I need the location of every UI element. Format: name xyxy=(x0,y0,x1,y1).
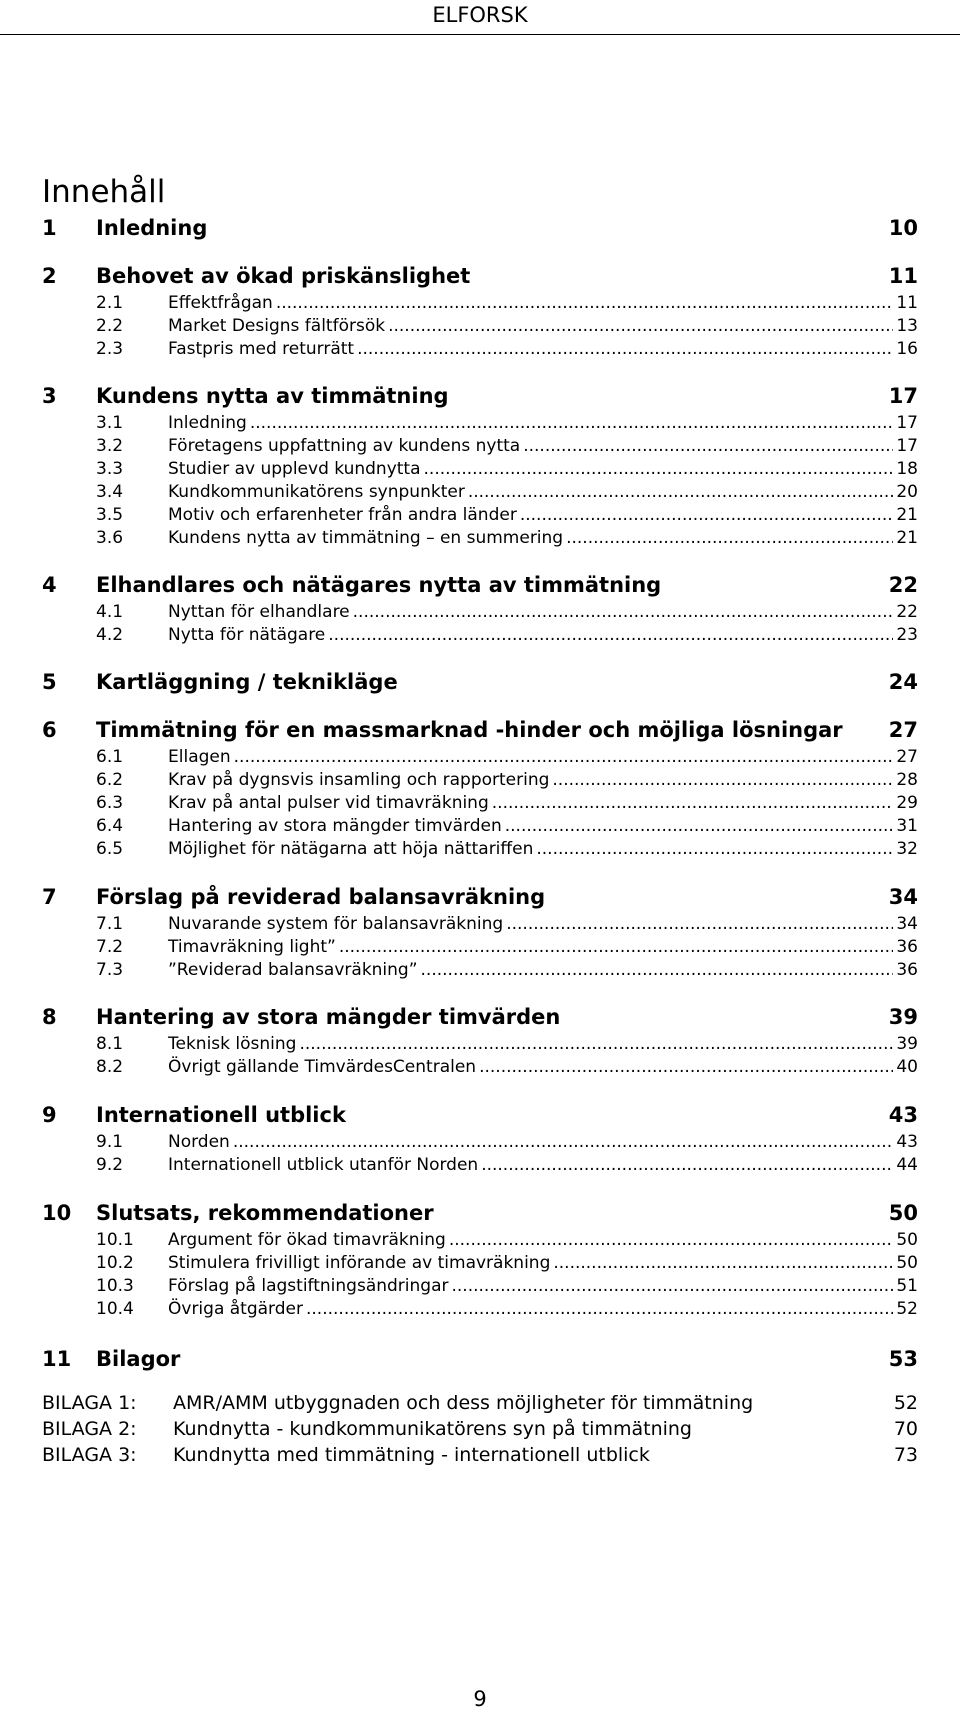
toc-section-6-1[interactable] xyxy=(96,747,918,769)
section-page: 23 xyxy=(896,625,918,645)
toc-chapter-7[interactable] xyxy=(0,885,960,913)
toc-section-3-3[interactable] xyxy=(96,459,918,481)
section-title: Företagens uppfattning av kundens nytta xyxy=(168,436,521,456)
chapter-number: 5 xyxy=(42,670,57,694)
chapter-number: 2 xyxy=(42,264,57,288)
section-page: 21 xyxy=(896,505,918,525)
chapter-page: 10 xyxy=(888,216,918,240)
section-number: 2.3 xyxy=(96,339,124,359)
appendix-page: 73 xyxy=(893,1444,918,1466)
dot-leader xyxy=(250,413,894,433)
dot-leader xyxy=(233,1132,894,1152)
section-page: 36 xyxy=(896,960,918,980)
toc-chapter-4[interactable] xyxy=(0,573,960,601)
section-title: Studier av upplevd kundnytta xyxy=(168,459,421,479)
section-title: Förslag på lagstiftningsändringar xyxy=(168,1276,449,1296)
section-number: 4.2 xyxy=(96,625,124,645)
toc-section-3-5[interactable] xyxy=(96,505,918,527)
section-number: 9.1 xyxy=(96,1132,124,1152)
dot-leader xyxy=(506,914,893,934)
section-page: 18 xyxy=(896,459,918,479)
dot-leader xyxy=(553,1253,893,1273)
chapter-title: Inledning xyxy=(96,216,208,240)
toc-appendix-3[interactable] xyxy=(0,1444,960,1470)
dot-leader xyxy=(306,1299,893,1319)
chapter-number: 4 xyxy=(42,573,57,597)
dot-leader xyxy=(276,293,894,313)
toc-section-10-4[interactable] xyxy=(96,1299,918,1321)
section-title: Stimulera frivilligt införande av timavräkning xyxy=(168,1253,551,1273)
toc-chapter-8[interactable] xyxy=(0,1005,960,1033)
page-header xyxy=(0,0,960,35)
dot-leader xyxy=(468,482,894,502)
section-page: 17 xyxy=(896,436,918,456)
section-number: 7.2 xyxy=(96,937,124,957)
section-number: 10.1 xyxy=(96,1230,134,1250)
toc-chapter-11[interactable] xyxy=(0,1347,960,1375)
section-title: Nytta för nätägare xyxy=(168,625,326,645)
section-number: 3.1 xyxy=(96,413,124,433)
section-number: 6.1 xyxy=(96,747,124,767)
section-page: 16 xyxy=(896,339,918,359)
toc-section-10-2[interactable] xyxy=(96,1253,918,1275)
section-title: Inledning xyxy=(168,413,247,433)
section-page: 51 xyxy=(896,1276,918,1296)
section-page: 21 xyxy=(896,528,918,548)
toc-section-2-2[interactable] xyxy=(96,316,918,338)
section-page: 43 xyxy=(896,1132,918,1152)
dot-leader xyxy=(566,528,893,548)
toc-section-6-5[interactable] xyxy=(96,839,918,861)
toc-section-2-3[interactable] xyxy=(96,339,918,361)
toc-section-6-4[interactable] xyxy=(96,816,918,838)
chapter-number: 10 xyxy=(42,1201,72,1225)
dot-leader xyxy=(357,339,893,359)
appendix-page: 70 xyxy=(893,1418,918,1440)
dot-leader xyxy=(328,625,893,645)
chapter-number: 8 xyxy=(42,1005,57,1029)
dot-leader xyxy=(353,602,894,622)
section-number: 4.1 xyxy=(96,602,124,622)
section-page: 32 xyxy=(896,839,918,859)
chapter-number: 9 xyxy=(42,1103,57,1127)
section-page: 28 xyxy=(896,770,918,790)
section-page: 29 xyxy=(896,793,918,813)
toc-section-7-2[interactable] xyxy=(96,937,918,959)
section-title: Krav på antal pulser vid timavräkning xyxy=(168,793,489,813)
section-number: 7.3 xyxy=(96,960,124,980)
section-title: Market Designs fältförsök xyxy=(168,316,386,336)
toc-chapter-2[interactable] xyxy=(0,264,960,292)
section-number: 6.2 xyxy=(96,770,124,790)
section-title: ”Reviderad balansavräkning” xyxy=(168,960,418,980)
appendix-label: BILAGA 3: xyxy=(42,1444,137,1466)
toc-chapter-9[interactable] xyxy=(0,1103,960,1131)
chapter-number: 3 xyxy=(42,384,57,408)
section-page: 11 xyxy=(896,293,918,313)
section-title: Teknisk lösning xyxy=(168,1034,297,1054)
chapter-page: 43 xyxy=(888,1103,918,1127)
dot-leader xyxy=(424,459,894,479)
chapter-number: 1 xyxy=(42,216,57,240)
section-title: Fastpris med returrätt xyxy=(168,339,355,359)
section-page: 44 xyxy=(896,1155,918,1175)
dot-leader xyxy=(481,1155,893,1175)
dot-leader xyxy=(492,793,894,813)
chapter-title: Timmätning för en massmarknad -hinder och möjliga lösningar xyxy=(96,718,843,742)
chapter-number: 6 xyxy=(42,718,57,742)
chapter-title: Behovet av ökad priskänslighet xyxy=(96,264,471,288)
dot-leader xyxy=(234,747,894,767)
appendix-label: BILAGA 1: xyxy=(42,1392,137,1414)
chapter-title: Internationell utblick xyxy=(96,1103,346,1127)
section-title: Krav på dygnsvis insamling och rapportering xyxy=(168,770,550,790)
section-title: Övrigt gällande TimvärdesCentralen xyxy=(168,1057,477,1077)
toc-section-6-2[interactable] xyxy=(96,770,918,792)
toc-chapter-6[interactable] xyxy=(0,718,960,746)
chapter-page: 34 xyxy=(888,885,918,909)
section-page: 17 xyxy=(896,413,918,433)
section-number: 7.1 xyxy=(96,914,124,934)
chapter-title: Bilagor xyxy=(96,1347,181,1371)
section-title: Kundens nytta av timmätning – en summering xyxy=(168,528,564,548)
section-number: 8.1 xyxy=(96,1034,124,1054)
dot-leader xyxy=(421,960,894,980)
chapter-number: 7 xyxy=(42,885,57,909)
toc-chapter-3[interactable] xyxy=(0,384,960,412)
toc-section-3-6[interactable] xyxy=(96,528,918,550)
chapter-title: Elhandlares och nätägares nytta av timmätning xyxy=(96,573,662,597)
chapter-page: 53 xyxy=(888,1347,918,1371)
section-page: 50 xyxy=(896,1253,918,1273)
section-page: 36 xyxy=(896,937,918,957)
chapter-page: 22 xyxy=(888,573,918,597)
section-page: 50 xyxy=(896,1230,918,1250)
toc-chapter-5[interactable] xyxy=(0,670,960,698)
appendix-title: AMR/AMM utbyggnaden och dess möjligheter för timmätning xyxy=(173,1392,754,1414)
section-page: 27 xyxy=(896,747,918,767)
chapter-title: Kundens nytta av timmätning xyxy=(96,384,449,408)
toc-section-4-2[interactable] xyxy=(96,625,918,647)
toc-section-9-1[interactable] xyxy=(96,1132,918,1154)
section-number: 3.6 xyxy=(96,528,124,548)
section-number: 3.4 xyxy=(96,482,124,502)
section-title: Kundkommunikatörens synpunkter xyxy=(168,482,465,502)
dot-leader xyxy=(552,770,893,790)
toc-section-7-1[interactable] xyxy=(96,914,918,936)
toc-section-8-2[interactable] xyxy=(96,1057,918,1079)
section-number: 3.3 xyxy=(96,459,124,479)
section-title: Hantering av stora mängder timvärden xyxy=(168,816,502,836)
chapter-page: 24 xyxy=(888,670,918,694)
section-page: 40 xyxy=(896,1057,918,1077)
dot-leader xyxy=(523,436,893,456)
section-page: 39 xyxy=(896,1034,918,1054)
chapter-title: Kartläggning / teknikläge xyxy=(96,670,398,694)
chapter-title: Hantering av stora mängder timvärden xyxy=(96,1005,561,1029)
section-title: Nyttan för elhandlare xyxy=(168,602,350,622)
header-title: ELFORSK xyxy=(432,3,528,27)
toc-appendix-2[interactable] xyxy=(0,1418,960,1444)
dot-leader xyxy=(449,1230,894,1250)
chapter-title: Förslag på reviderad balansavräkning xyxy=(96,885,546,909)
toc-section-10-3[interactable] xyxy=(96,1276,918,1298)
section-number: 6.5 xyxy=(96,839,124,859)
section-page: 20 xyxy=(896,482,918,502)
section-title: Nuvarande system för balansavräkning xyxy=(168,914,504,934)
appendix-title: Kundnytta med timmätning - internationell utblick xyxy=(173,1444,650,1466)
section-title: Argument för ökad timavräkning xyxy=(168,1230,446,1250)
section-page: 34 xyxy=(896,914,918,934)
toc-title: Innehåll xyxy=(42,174,166,210)
section-page: 52 xyxy=(896,1299,918,1319)
section-number: 3.2 xyxy=(96,436,124,456)
section-title: Ellagen xyxy=(168,747,231,767)
section-number: 10.4 xyxy=(96,1299,134,1319)
toc-chapter-10[interactable] xyxy=(0,1201,960,1229)
dot-leader xyxy=(479,1057,893,1077)
section-number: 6.3 xyxy=(96,793,124,813)
toc-section-6-3[interactable] xyxy=(96,793,918,815)
chapter-number: 11 xyxy=(42,1347,72,1371)
appendix-title: Kundnytta - kundkommunikatörens syn på timmätning xyxy=(173,1418,692,1440)
section-number: 10.2 xyxy=(96,1253,134,1273)
section-title: Motiv och erfarenheter från andra länder xyxy=(168,505,517,525)
chapter-page: 11 xyxy=(888,264,918,288)
toc-section-2-1[interactable] xyxy=(96,293,918,315)
toc-section-4-1[interactable] xyxy=(96,602,918,624)
section-page: 22 xyxy=(896,602,918,622)
dot-leader xyxy=(299,1034,893,1054)
chapter-page: 50 xyxy=(888,1201,918,1225)
section-title: Norden xyxy=(168,1132,230,1152)
toc-section-3-2[interactable] xyxy=(96,436,918,458)
section-page: 13 xyxy=(896,316,918,336)
section-page: 31 xyxy=(896,816,918,836)
appendix-page: 52 xyxy=(893,1392,918,1414)
section-number: 2.2 xyxy=(96,316,124,336)
section-title: Möjlighet för nätägarna att höja nättariffen xyxy=(168,839,534,859)
chapter-page: 27 xyxy=(888,718,918,742)
toc-section-3-4[interactable] xyxy=(96,482,918,504)
dot-leader xyxy=(505,816,894,836)
section-title: Effektfrågan xyxy=(168,293,273,313)
section-title: Övriga åtgärder xyxy=(168,1299,303,1319)
toc-chapter-1[interactable] xyxy=(0,216,960,244)
section-number: 8.2 xyxy=(96,1057,124,1077)
page-number: 9 xyxy=(473,1687,487,1711)
dot-leader xyxy=(451,1276,893,1296)
section-number: 10.3 xyxy=(96,1276,134,1296)
toc-section-8-1[interactable] xyxy=(96,1034,918,1056)
dot-leader xyxy=(520,505,894,525)
section-title: Timavräkning light” xyxy=(168,937,336,957)
toc-appendix-1[interactable] xyxy=(0,1392,960,1418)
dot-leader xyxy=(388,316,893,336)
dot-leader xyxy=(339,937,894,957)
dot-leader xyxy=(536,839,893,859)
toc-section-10-1[interactable] xyxy=(96,1230,918,1252)
chapter-page: 17 xyxy=(888,384,918,408)
chapter-page: 39 xyxy=(888,1005,918,1029)
appendix-label: BILAGA 2: xyxy=(42,1418,137,1440)
toc-section-3-1[interactable] xyxy=(96,413,918,435)
toc-section-7-3[interactable] xyxy=(96,960,918,982)
section-title: Internationell utblick utanför Norden xyxy=(168,1155,479,1175)
chapter-title: Slutsats, rekommendationer xyxy=(96,1201,434,1225)
section-number: 3.5 xyxy=(96,505,124,525)
section-number: 9.2 xyxy=(96,1155,124,1175)
section-number: 6.4 xyxy=(96,816,124,836)
toc-section-9-2[interactable] xyxy=(96,1155,918,1177)
section-number: 2.1 xyxy=(96,293,124,313)
